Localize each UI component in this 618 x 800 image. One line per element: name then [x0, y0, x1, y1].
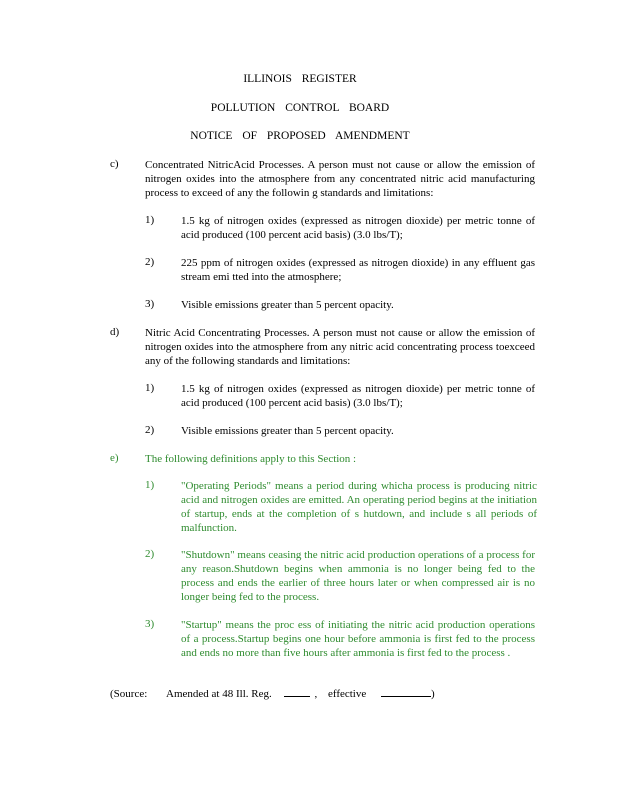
section-c-label: c): [110, 158, 119, 170]
section-e-item-3-text: "Startup" means the proc ess of initiating the nitric acid production operations of a process.Startup begins one hour before ammonia is first fed to the process and ends no more than five hours after ammonia is first fed to the process .: [181, 619, 535, 659]
section-e-item-1-num: 1): [145, 479, 155, 491]
source-open: (Source:: [110, 688, 148, 700]
section-e-item-2-text: "Shutdown" means ceasing the nitric acid production operations of a process for any reason.Shutdown begins when ammonia is no longer being fed to the process and ends the earlier of three hours later or when compressed air is no longer being fed to the process.: [181, 549, 535, 603]
section-e-item-2-num: 2): [145, 548, 155, 560]
section-c-item-3-text: Visible emissions greater than 5 percent opacity.: [181, 299, 394, 311]
header-pollution-control-board: POLLUTION CONTROL BOARD: [210, 102, 390, 114]
header-notice: NOTICE OF PROPOSED AMENDMENT: [190, 130, 410, 142]
section-d-item-1-num: 1): [145, 382, 155, 394]
register-page-blank: [284, 686, 310, 697]
section-c-item-1-text: 1.5 kg of nitrogen oxides (expressed as nitrogen dioxide) per metric tonne of acid produced (100 percent acid basis) (3.0 lbs/T);: [181, 215, 535, 241]
section-d-item-2-num: 2): [145, 424, 155, 436]
source-effective: effective: [327, 688, 367, 700]
section-c-item-2-num: 2): [145, 256, 155, 268]
section-d-item-2-text: Visible emissions greater than 5 percent opacity.: [181, 425, 394, 437]
section-e-item-3-num: 3): [145, 618, 155, 630]
source-comma: ,: [314, 688, 318, 700]
section-e-label: e): [110, 452, 119, 464]
section-d-label: d): [110, 326, 120, 338]
header-illinois-register: ILLINOIS REGISTER: [243, 73, 357, 85]
source-close: ): [431, 688, 435, 700]
section-e-text: The following definitions apply to this Section :: [145, 453, 357, 465]
section-c-item-2-text: 225 ppm of nitrogen oxides (expressed as nitrogen dioxide) in any effluent gas stream emi tted into the atmosphere;: [181, 257, 535, 283]
source-note: [110, 686, 435, 700]
section-c-item-1-num: 1): [145, 214, 155, 226]
source-amended: Amended at 48 Ill. Reg.: [166, 688, 272, 700]
section-c-item-3-num: 3): [145, 298, 155, 310]
section-d-text: Nitric Acid Concentrating Processes. A person must not cause or allow the emission of nitrogen oxides into the atmosphere from any nitric acid concentrating process toexceed any of the following standards and limitations:: [145, 327, 535, 367]
section-e-item-1-text: "Operating Periods" means a period during whicha process is producing nitric acid and nitrogen oxides are emitted. An operating period begins at the initiation of startup, ends at the completion of s hutdown, and include s all periods of malfunction.: [181, 480, 537, 534]
section-c-text: Concentrated NitricAcid Processes. A person must not cause or allow the emission of nitrogen oxides into the atmosphere from any concentrated nitric acid manufacturing process to exceed of any the followin g standards and limitations:: [145, 159, 535, 199]
section-d-item-1-text: 1.5 kg of nitrogen oxides (expressed as nitrogen dioxide) per metric tonne of acid produced (100 percent acid basis) (3.0 lbs/T);: [181, 383, 535, 409]
effective-date-blank: [381, 686, 431, 697]
